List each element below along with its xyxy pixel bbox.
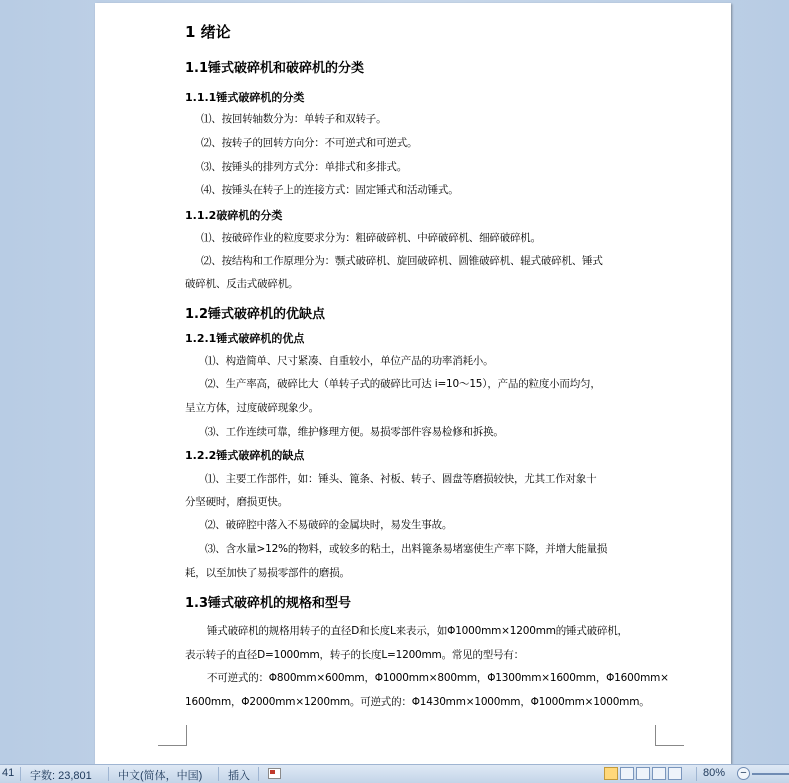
paragraph: 1600mm，Φ2000mm×1200mm。可逆式的：Φ1430mm×1000mm，Φ1000mm×1000mm。 [185, 696, 650, 708]
section-heading-1-1: 1.1锤式破碎机和破碎机的分类 [185, 61, 365, 76]
separator [108, 767, 109, 781]
macro-recording-icon[interactable] [268, 768, 281, 779]
paragraph: ⑵、按结构和工作原理分为：颚式破碎机、旋回破碎机、圆锥破碎机、辊式破碎机、锤式 [201, 255, 603, 267]
separator [258, 767, 259, 781]
paragraph: 耗，以至加快了易损零部件的磨损。 [185, 567, 350, 579]
subsection-heading-1-1-2: 1.1.2破碎机的分类 [185, 209, 283, 222]
insert-mode[interactable]: 插入 [228, 770, 250, 782]
section-heading-1-3: 1.3锤式破碎机的规格和型号 [185, 596, 352, 611]
paragraph: ⑷、按锤头在转子上的连接方式：固定锤式和活动锤式。 [201, 184, 459, 196]
status-bar [0, 764, 789, 783]
word-count[interactable]: 字数: 23,801 [30, 770, 92, 782]
web-layout-view-icon[interactable] [636, 767, 650, 780]
section-heading-1-2: 1.2锤式破碎机的优缺点 [185, 307, 326, 322]
paragraph: ⑶、含水量>12%的物料，或较多的粘土，出料篦条易堵塞使生产率下降，并增大能量损 [205, 543, 608, 555]
paragraph: ⑴、按破碎作业的粒度要求分为：粗碎破碎机、中碎破碎机、细碎破碎机。 [201, 232, 541, 244]
paragraph: ⑴、主要工作部件，如：锤头、篦条、衬板、转子、圆盘等磨损较快，尤其工作对象十 [205, 473, 597, 485]
page-number-fragment[interactable]: 41 [2, 767, 15, 779]
paragraph: 呈立方体，过度破碎现象少。 [185, 402, 319, 414]
zoom-out-button[interactable]: − [737, 767, 750, 780]
paragraph: ⑵、生产率高，破碎比大（单转子式的破碎比可达 i=10～15），产品的粒度小而均匀， [205, 378, 601, 390]
paragraph: 不可逆式的：Φ800mm×600mm，Φ1000mm×800mm，Φ1300mm×1600mm，Φ1600mm× [207, 672, 669, 684]
paragraph: 破碎机、反击式破碎机。 [185, 278, 299, 290]
paragraph: ⑴、构造简单、尺寸紧凑、自重较小，单位产品的功率消耗小。 [205, 355, 494, 367]
subsection-heading-1-2-1: 1.2.1锤式破碎机的优点 [185, 332, 305, 345]
crop-mark-bottom-right [655, 725, 684, 746]
crop-mark-bottom-left [158, 725, 187, 746]
full-screen-reading-view-icon[interactable] [620, 767, 634, 780]
paragraph: ⑵、按转子的回转方向分：不可逆式和可逆式。 [201, 137, 418, 149]
draft-view-icon[interactable] [668, 767, 682, 780]
paragraph: ⑶、工作连续可靠，维护修理方便。易损零部件容易检修和拆换。 [205, 426, 504, 438]
document-page[interactable] [95, 3, 731, 764]
separator [696, 767, 697, 781]
subsection-heading-1-1-1: 1.1.1锤式破碎机的分类 [185, 91, 305, 104]
separator [20, 767, 21, 781]
separator [218, 767, 219, 781]
subsection-heading-1-2-2: 1.2.2锤式破碎机的缺点 [185, 449, 305, 462]
paragraph: 分坚硬时，磨损更快。 [185, 496, 288, 508]
paragraph: ⑴、按回转轴数分为：单转子和双转子。 [201, 113, 387, 125]
paragraph: 锤式破碎机的规格用转子的直径D和长度L来表示，如Φ1000mm×1200mm的锤式破碎机， [207, 625, 628, 637]
paragraph: ⑶、按锤头的排列方式分：单排式和多排式。 [201, 161, 407, 173]
outline-view-icon[interactable] [652, 767, 666, 780]
paragraph: 表示转子的直径D=1000mm，转子的长度L=1200mm。常见的型号有： [185, 649, 524, 661]
language-indicator[interactable]: 中文(简体，中国) [118, 770, 203, 782]
chapter-heading: 1 绪论 [185, 23, 231, 41]
paragraph: ⑵、破碎腔中落入不易破碎的金属块时，易发生事故。 [205, 519, 453, 531]
zoom-level[interactable]: 80% [703, 767, 726, 779]
print-layout-view-icon[interactable] [604, 767, 618, 780]
zoom-slider-track[interactable] [752, 773, 789, 775]
